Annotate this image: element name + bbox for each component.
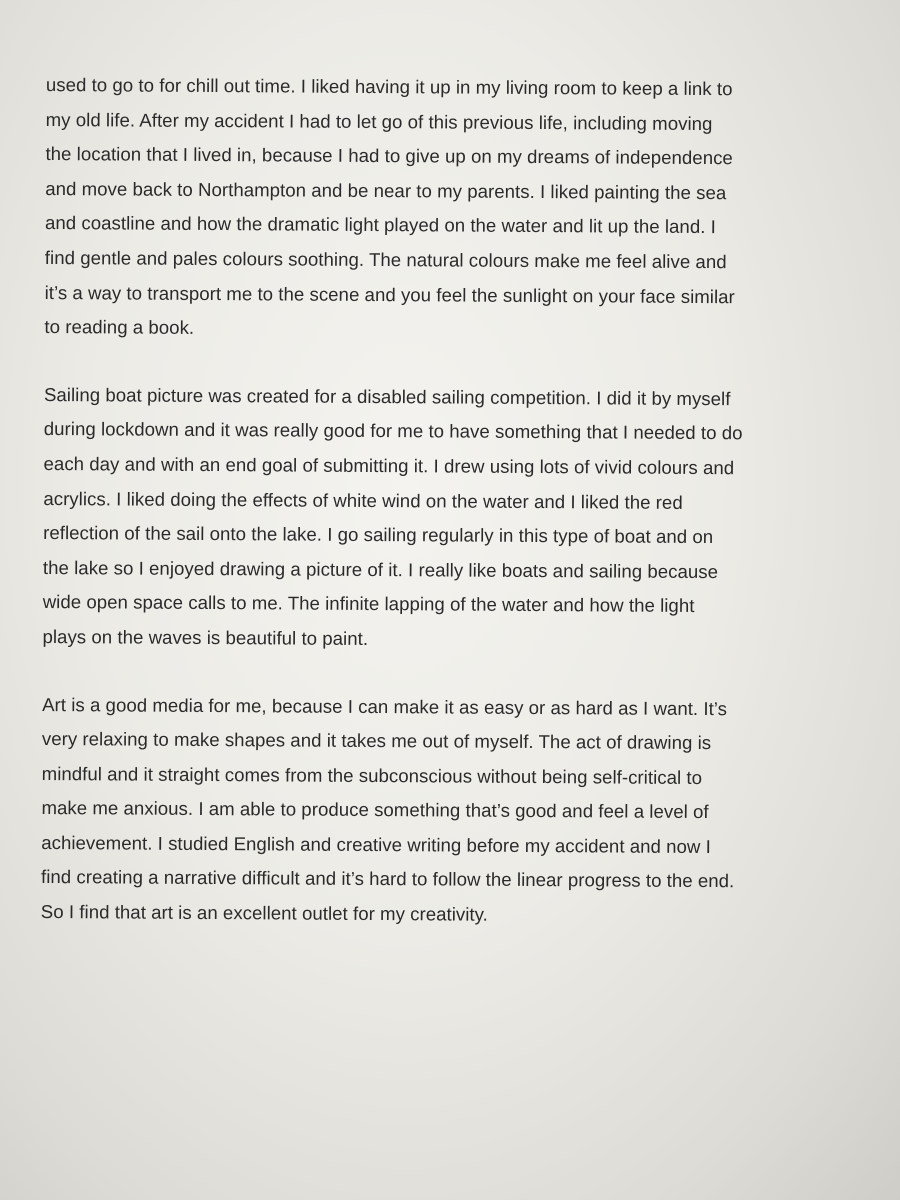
text-line: find gentle and pales colours soothing. The natural colours make me feel alive and [44, 246, 727, 273]
text-line: achievement. I studied English and creative writing before my accident and now I [41, 831, 711, 857]
paragraph-art-media [41, 687, 842, 934]
document-page [41, 68, 846, 935]
text-line: each day and with an end goal of submitting it. I drew using lots of vivid colours and [43, 452, 735, 479]
paragraph-spacer [44, 345, 844, 383]
text-line: to reading a book. [44, 316, 195, 339]
text-line: it’s a way to transport me to the scene and you feel the sunlight on your face similar [44, 281, 735, 307]
text-line: So I find that art is an excellent outlet for my creativity. [40, 901, 488, 925]
text-line: the lake so I enjoyed drawing a picture of it. I really like boats and sailing because [42, 556, 719, 582]
text-line: very relaxing to make shapes and it takes me out of myself. The act of drawing is [41, 728, 712, 754]
text-line: and coastline and how the dramatic light played on the water and lit up the land. I [44, 212, 716, 238]
text-line: and move back to Northampton and be near to my parents. I liked painting the sea [45, 177, 727, 203]
text-line: mindful and it straight comes from the subconscious without being self-critical to [41, 762, 703, 788]
text-line: Art is a good media for me, because I can make it as easy or as hard as I want. It’s [42, 693, 728, 719]
text-line: plays on the waves is beautiful to paint. [42, 625, 369, 649]
text-line: the location that I lived in, because I had to give up on my dreams of independence [45, 143, 733, 169]
paragraph-memories [44, 68, 846, 350]
paragraph-sailing-boat [42, 378, 844, 660]
text-line: my old life. After my accident I had to let go of this previous life, including moving [45, 108, 713, 134]
text-line: during lockdown and it was really good for me to have something that I needed to do [43, 418, 743, 444]
text-line: reflection of the sail onto the lake. I go sailing regularly in this type of boat and on [43, 522, 714, 548]
text-line: used to go to for chill out time. I liked having it up in my living room to keep a link to [45, 73, 733, 100]
text-line: wide open space calls to me. The infinite lapping of the water and how the light [42, 591, 695, 617]
text-line: make me anxious. I am able to produce something that’s good and feel a level of [41, 797, 709, 823]
text-line: Sailing boat picture was created for a disabled sailing competition. I did it by myself [43, 383, 731, 409]
text-line: acrylics. I liked doing the effects of white wind on the water and I liked the red [43, 487, 683, 513]
paragraph-spacer [42, 654, 842, 692]
text-line: find creating a narrative difficult and it’s hard to follow the linear progress to the end. [40, 866, 735, 892]
